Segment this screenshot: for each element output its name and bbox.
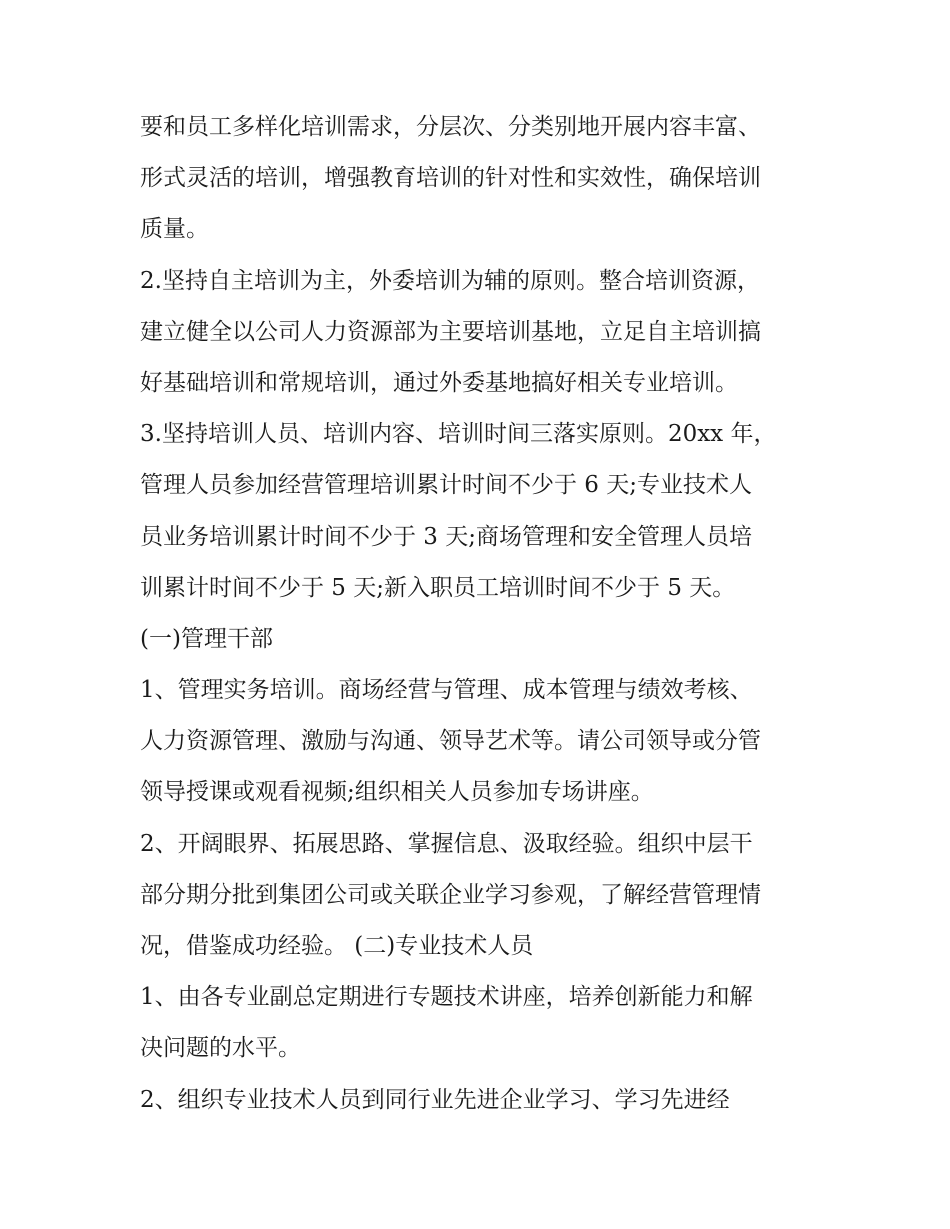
document-body — [140, 102, 820, 1126]
text-line: 部分期分批到集团公司或关联企业学习参观，了解经营管理情 — [140, 881, 761, 908]
text-line: 要和员工多样化培训需求，分层次、分类别地开展内容丰富、 — [140, 114, 761, 140]
text-line: 领导授课或观看视频;组织相关人员参加专场讲座。 — [140, 779, 654, 806]
text-line: 管理人员参加经营管理培训累计时间不少于 6 天;专业技术人 — [140, 472, 753, 499]
text-line: 质量。 — [140, 216, 209, 243]
text-line: 1、由各专业副总定期进行专题技术讲座，培养创新能力和解 — [140, 984, 753, 1011]
text-line: 建立健全以公司人力资源部为主要培训基地，立足自主培训搞 — [140, 318, 761, 345]
text-line: 训累计时间不少于 5 天;新入职员工培训时间不少于 5 天。 — [140, 574, 736, 601]
text-line: 2.坚持自主培训为主，外委培训为辅的原则。整合培训资源， — [140, 267, 760, 294]
text-line: 好基础培训和常规培训，通过外委基地搞好相关专业培训。 — [140, 369, 738, 396]
text-line: 2、开阔眼界、拓展思路、掌握信息、汲取经验。组织中层干 — [140, 830, 753, 857]
text-line: 人力资源管理、激励与沟通、领导艺术等。请公司领导或分管 — [140, 728, 761, 755]
text-line: 决问题的水平。 — [140, 1035, 301, 1062]
text-line: 1、管理实务培训。商场经营与管理、成本管理与绩效考核、 — [140, 677, 753, 704]
text-line: 3.坚持培训人员、培训内容、培训时间三落实原则。20xx 年， — [140, 421, 777, 448]
section-heading: (一)管理干部 — [140, 625, 273, 652]
text-line: 形式灵活的培训，增强教育培训的针对性和实效性，确保培训 — [140, 165, 761, 192]
text-line: 员业务培训累计时间不少于 3 天;商场管理和安全管理人员培 — [140, 523, 753, 550]
text-line: 2、组织专业技术人员到同行业先进企业学习、学习先进经 — [140, 1086, 730, 1113]
text-line: 况，借鉴成功经验。 (二)专业技术人员 — [140, 933, 534, 959]
